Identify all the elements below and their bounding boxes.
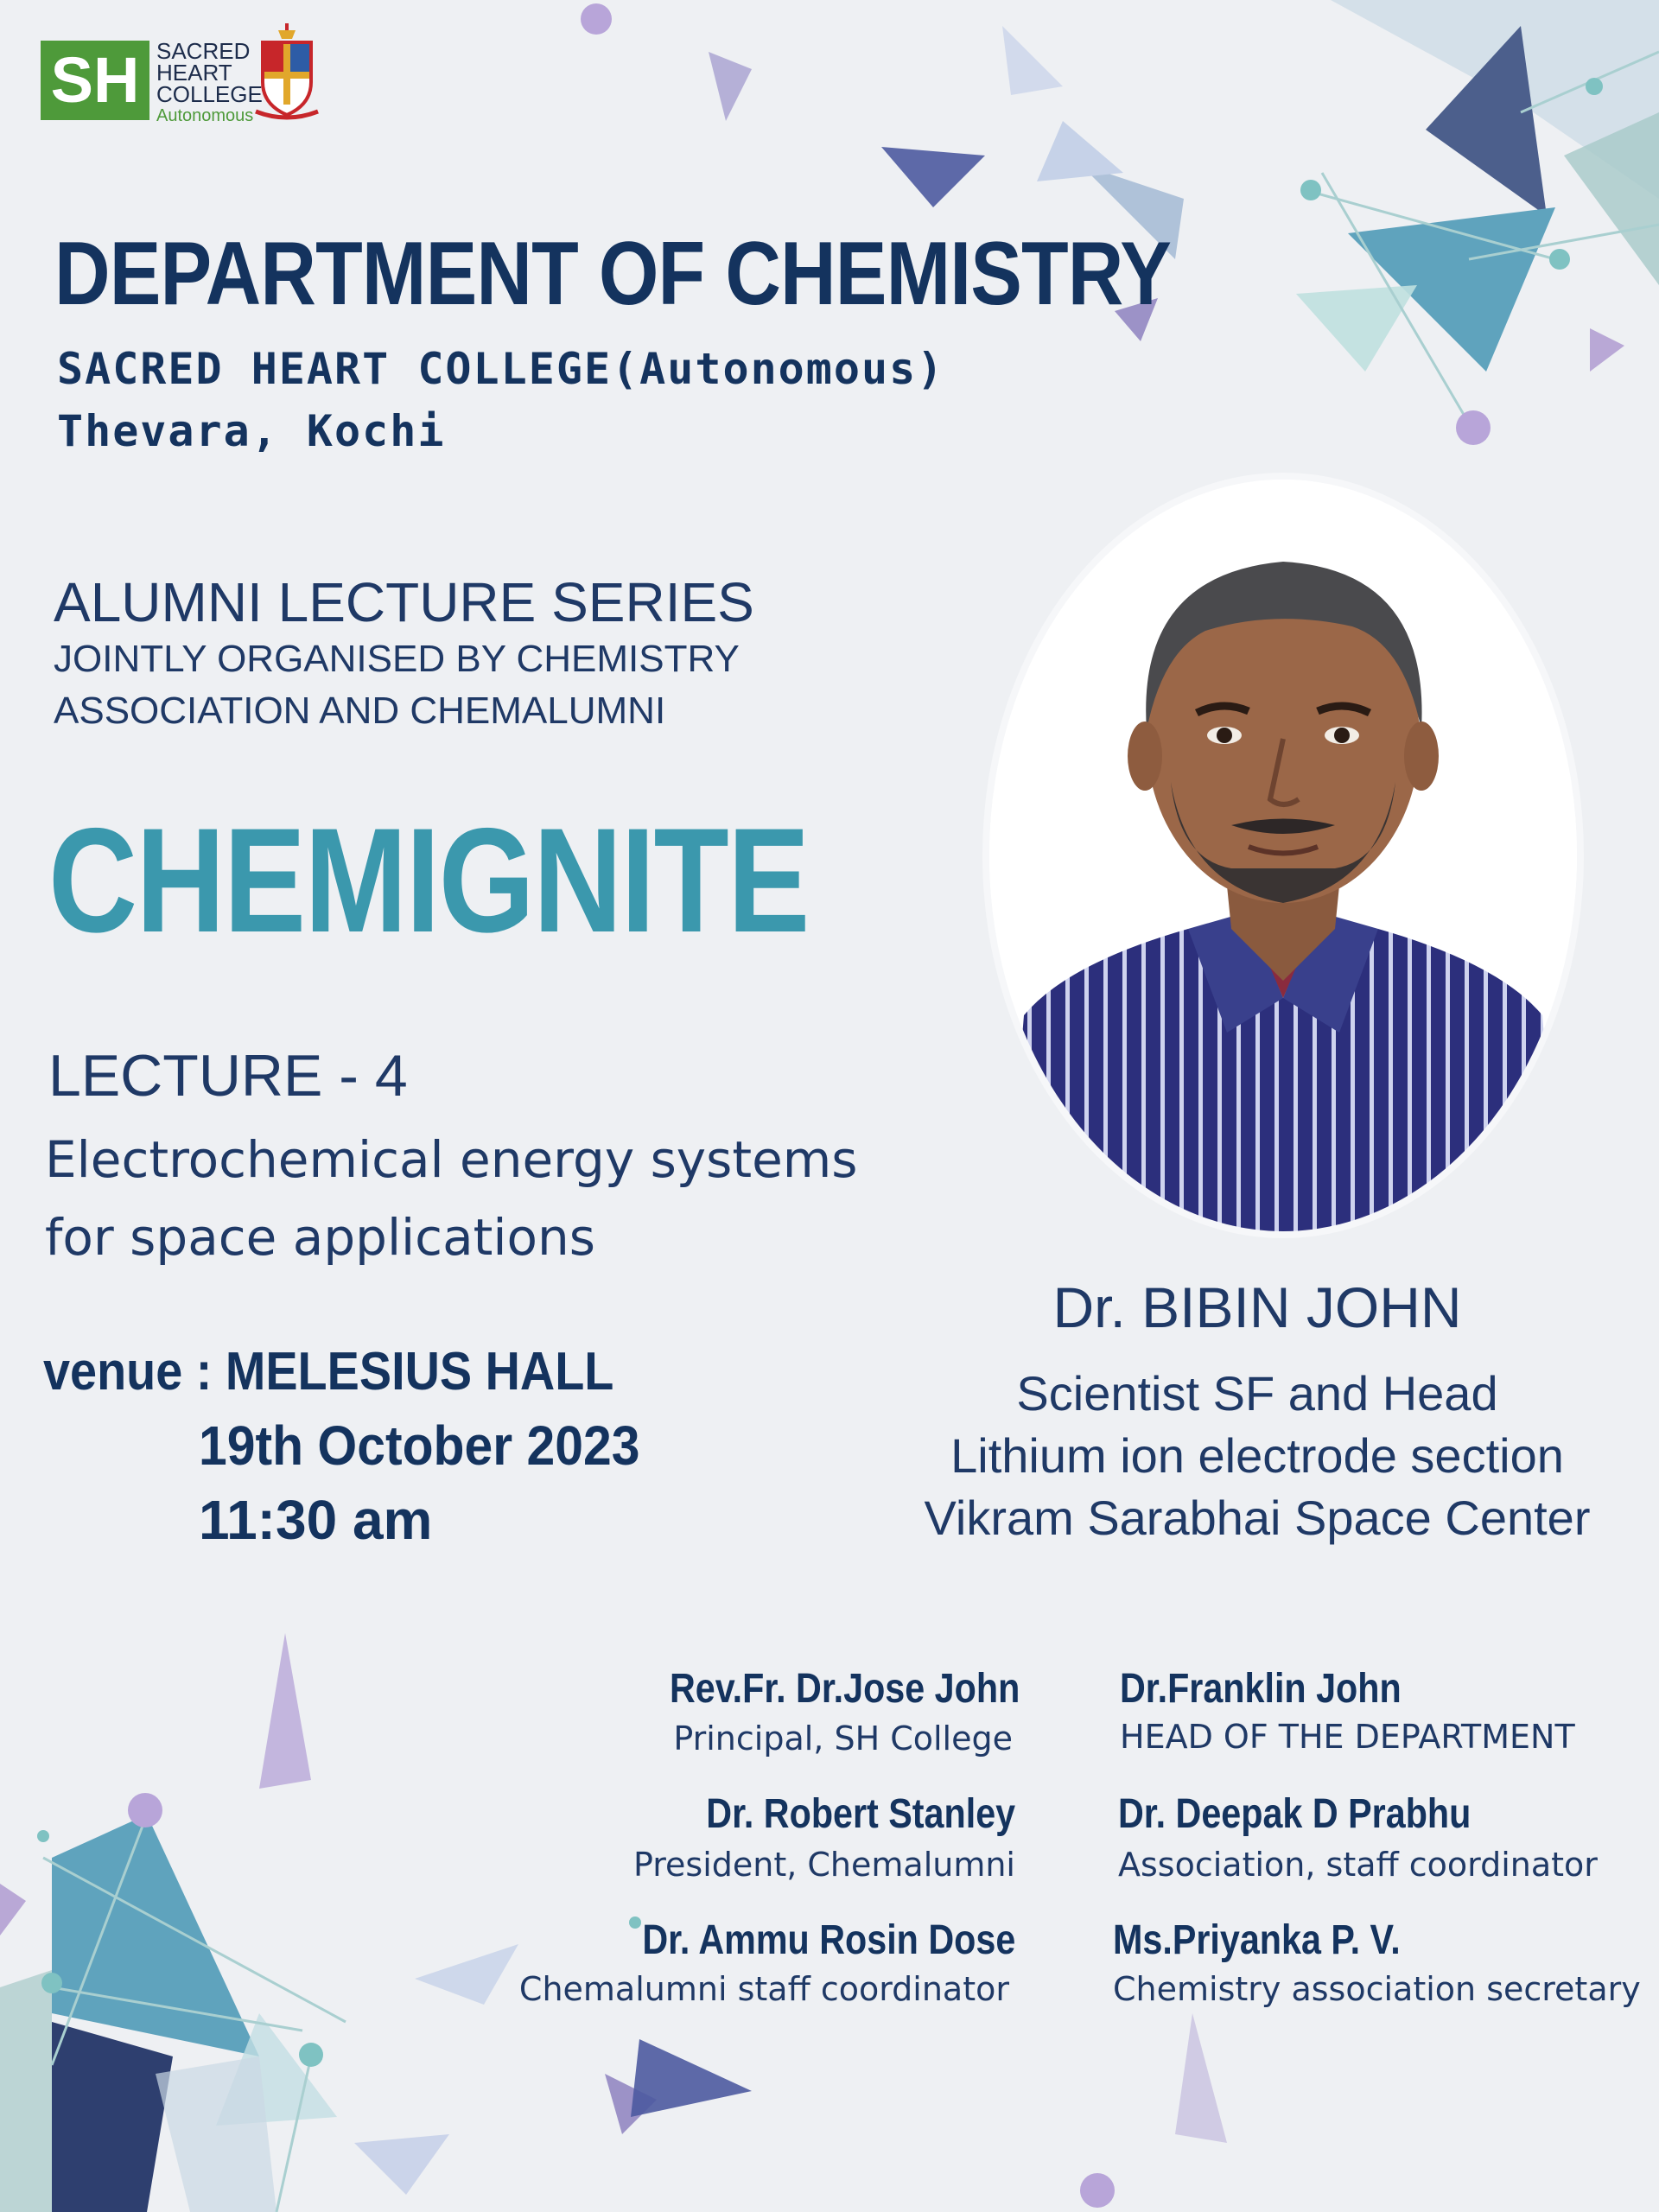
bottom-left-triangles — [0, 1633, 1227, 2212]
logo-line-2: HEART — [156, 60, 232, 86]
organiser-role-principal: Principal, SH College — [673, 1719, 1013, 1758]
organiser-role-association-coordinator: Association, staff coordinator — [1118, 1846, 1598, 1884]
event-venue: venue : MELESIUS HALL — [43, 1342, 614, 1402]
organiser-role-hod: HEAD OF THE DEPARTMENT — [1120, 1718, 1575, 1756]
organiser-role-chemalumni-coordinator: Chemalumni staff coordinator — [518, 1970, 1009, 2008]
college-location: Thevara, Kochi — [57, 406, 446, 456]
logo-abbreviation: SH — [41, 41, 149, 120]
organiser-role-president: President, Chemalumni — [632, 1846, 1015, 1884]
speaker-photo — [989, 480, 1577, 1231]
organiser-role-secretary: Chemistry association secretary — [1113, 1970, 1641, 2008]
speaker-name: Dr. BIBIN JOHN — [1052, 1275, 1462, 1339]
college-crest-icon — [252, 22, 321, 124]
speaker-portrait-illustration — [989, 480, 1577, 1231]
organiser-name-hod: Dr.Franklin John — [1120, 1666, 1402, 1712]
event-name: CHEMIGNITE — [48, 798, 809, 963]
organiser-line-1: JOINTLY ORGANISED BY CHEMISTRY — [54, 638, 740, 680]
lecture-topic-line-2: for space applications — [45, 1208, 595, 1267]
logo-line-4: Autonomous — [156, 106, 254, 125]
organiser-name-association-coordinator: Dr. Deepak D Prabhu — [1118, 1791, 1471, 1837]
lecture-topic-line-1: Electrochemical energy systems — [45, 1130, 858, 1189]
lecture-number: LECTURE - 4 — [48, 1043, 408, 1109]
organiser-name-secretary: Ms.Priyanka P. V. — [1113, 1917, 1401, 1963]
speaker-section: Lithium ion electrode section — [950, 1428, 1564, 1483]
event-time: 11:30 am — [199, 1489, 433, 1551]
logo-text — [156, 38, 263, 127]
organiser-line-2: ASSOCIATION AND CHEMALUMNI — [54, 690, 666, 732]
college-logo — [41, 22, 317, 125]
college-name: SACRED HEART COLLEGE(Autonomous) — [57, 344, 945, 394]
organiser-name-president: Dr. Robert Stanley — [706, 1791, 1015, 1837]
logo-line-1: SACRED — [156, 38, 251, 64]
department-title: DEPARTMENT OF CHEMISTRY — [54, 224, 1172, 324]
series-title: ALUMNI LECTURE SERIES — [54, 571, 754, 633]
speaker-organisation: Vikram Sarabhai Space Center — [924, 1491, 1591, 1545]
logo-line-3: COLLEGE — [156, 81, 263, 107]
speaker-designation: Scientist SF and Head — [1016, 1366, 1498, 1421]
organiser-name-chemalumni-coordinator: Dr. Ammu Rosin Dose — [642, 1917, 1015, 1963]
organiser-name-principal: Rev.Fr. Dr.Jose John — [669, 1666, 1020, 1712]
event-date: 19th October 2023 — [199, 1414, 640, 1477]
